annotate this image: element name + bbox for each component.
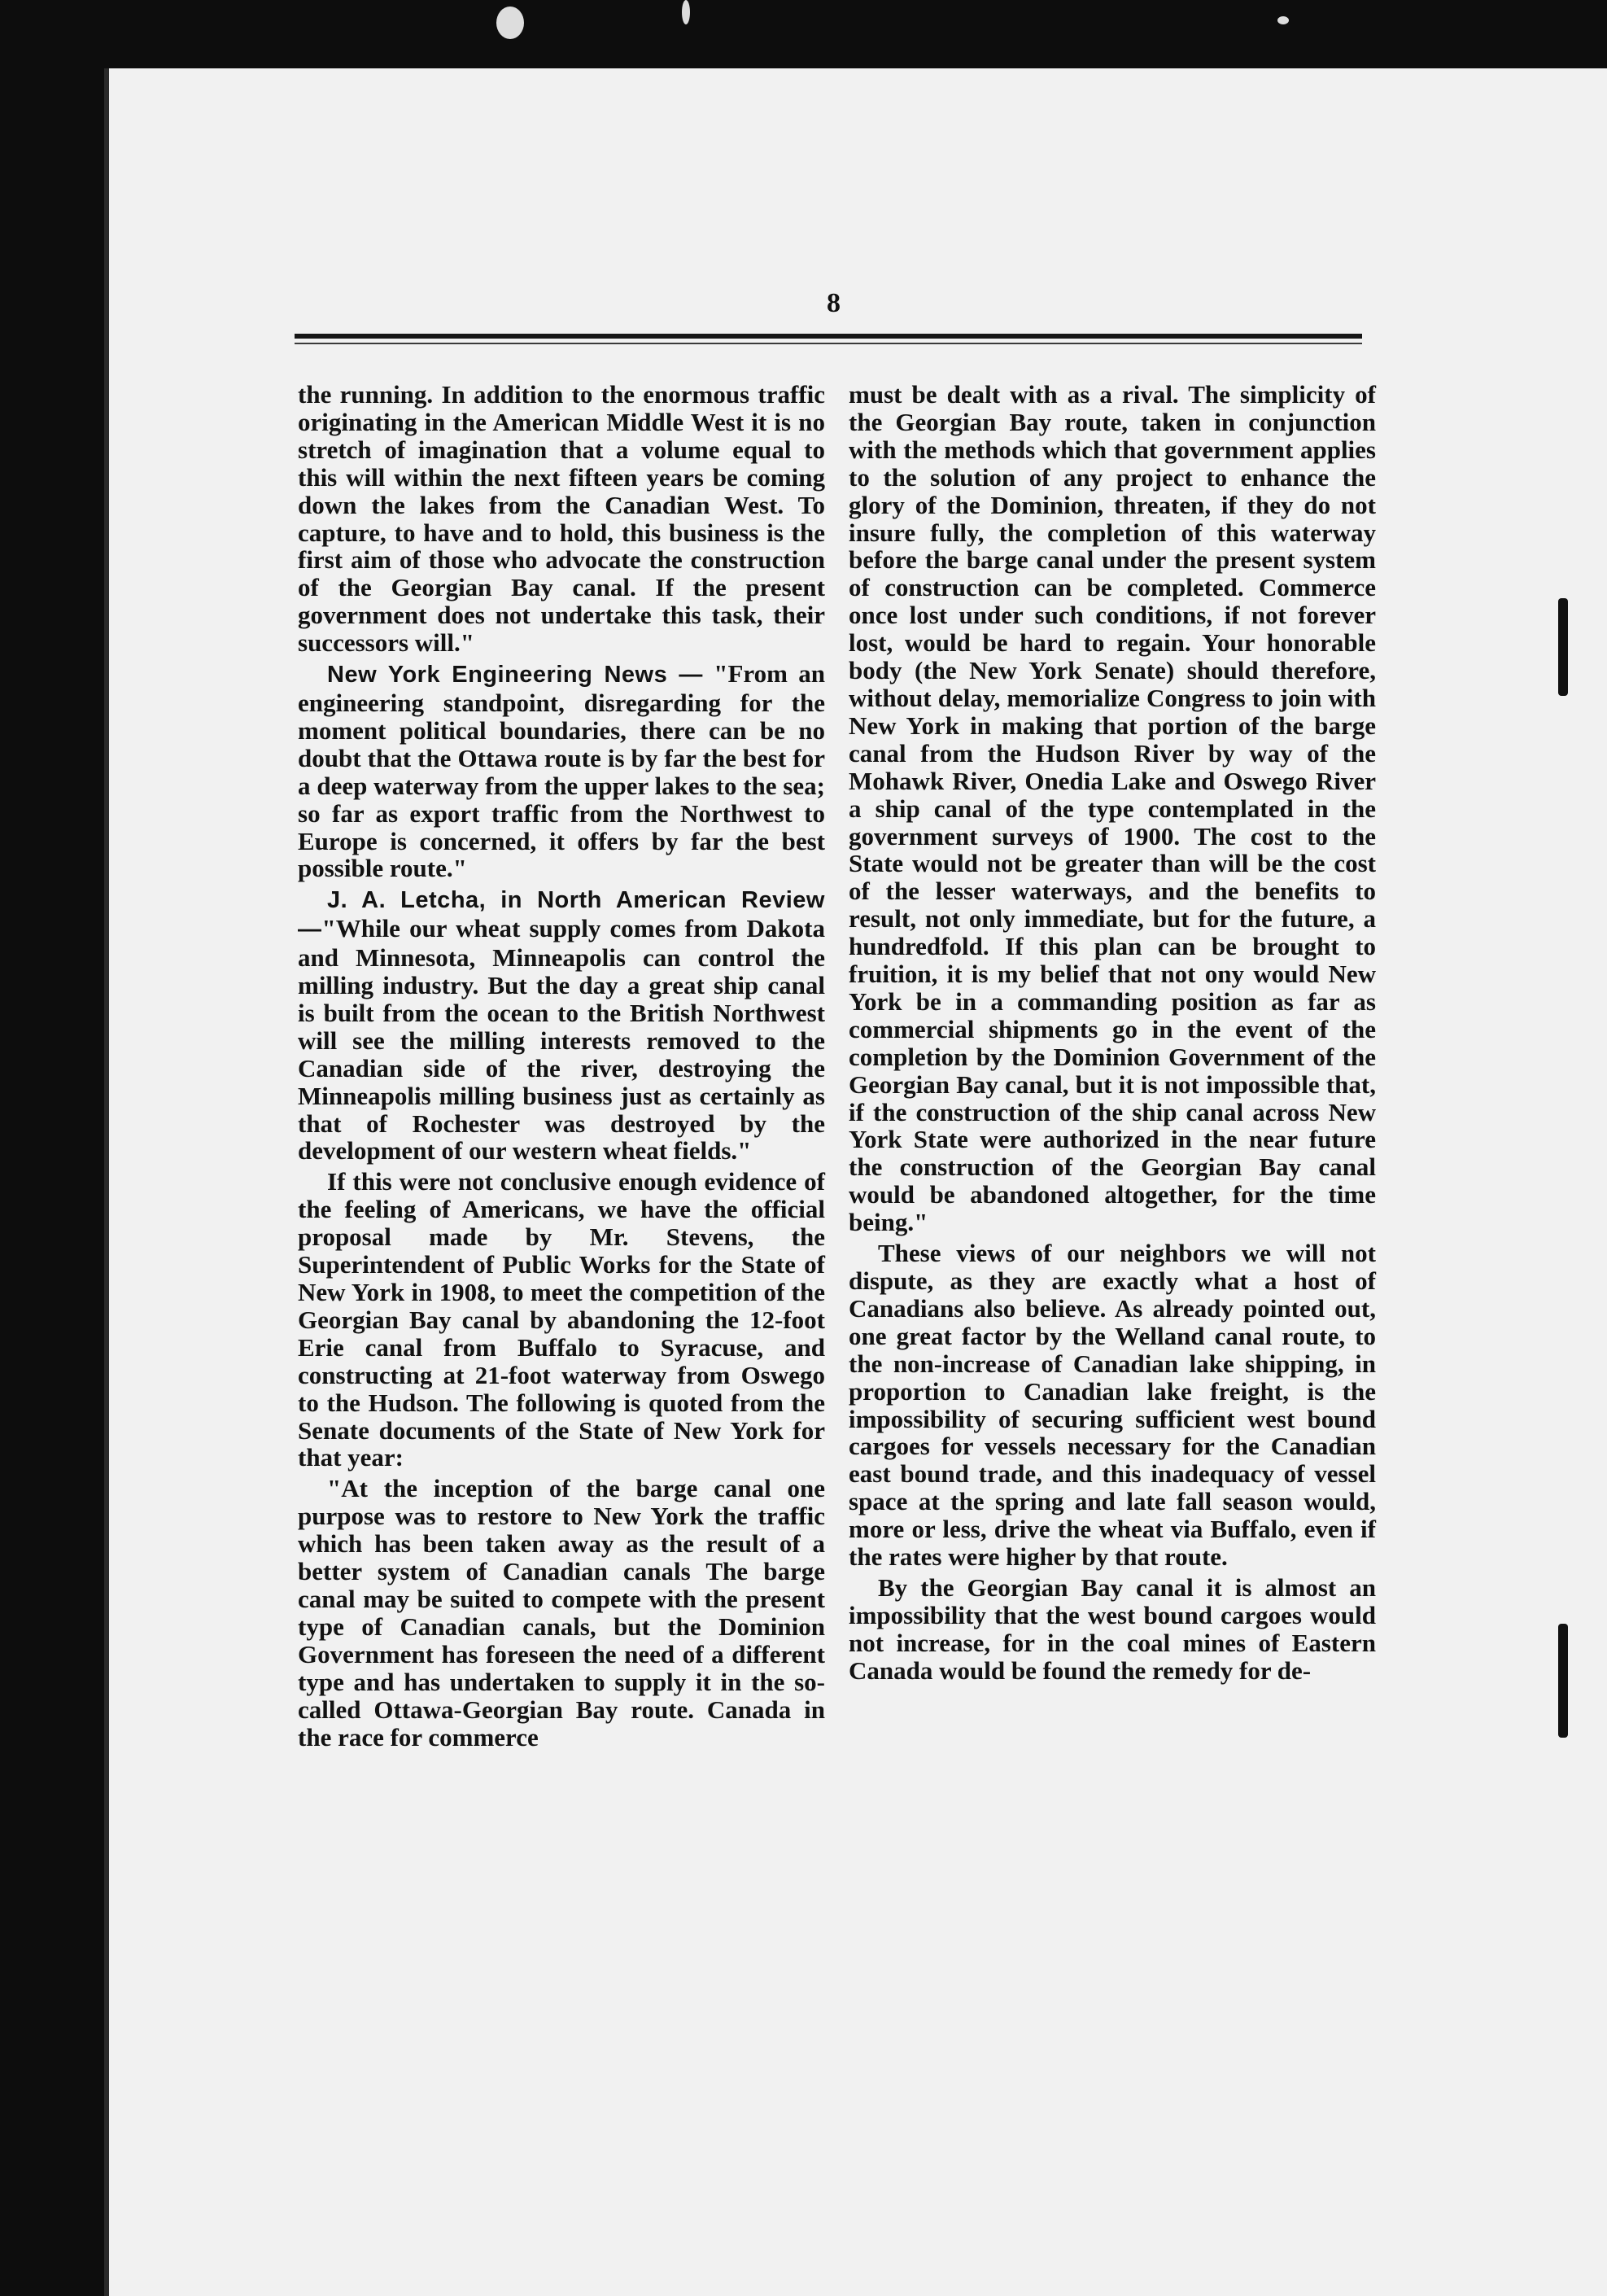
quote-source: J. A. Letcha, in North American Review— [298,887,825,943]
margin-mark [1558,598,1568,696]
left-column [298,381,825,1751]
paragraph: "At the inception of the barge canal one purpose was to restore to New York the traffic which has been taken away as the result of a better system of Canadian canals The barge canal may be suited to compete with the present type of Canadian canals, but the Dominion Government has foreseen the need of a different type and has undertaken to supply it in the so-called Ottawa-Georgian Bay route. Canada in the race for commerce [298,1474,825,1752]
paragraph: These views of our neighbors we will not dispute, as they are exactly what a host of Canadians also believe. As already pointed out, one great factor by the Welland canal route, to the non-increase of Canadian lake shipping, in proportion to Canadian lake freight, is the impossibility of securing sufficient west bound cargoes for vessels necessary for the Canadian east bound trade, and this inadequacy of vessel space at the spring and late fall season would, more or less, drive the wheat via Buffalo, even if the rates were higher by that route. [849,1239,1376,1572]
header-rule-thin [295,343,1362,344]
scan-speck [682,0,690,24]
paragraph [298,886,825,1165]
quote-source: New York Engineering News — [327,662,703,689]
paragraph: the running. In addition to the enormous traffic originating in the American Middle West it is no stretch of imagination that a volume equal to this will within the next fifteen years be coming down the lakes from the Canadian West. To capture, to have and to hold, this business is the first aim of those who advocate the construction of the Georgian Bay canal. If the present government does not undertake this task, their successors will." [298,380,825,658]
paragraph [298,660,825,882]
paragraph: If this were not conclusive enough evidence of the feeling of Americans, we have the official proposal made by Mr. Stevens, the Superintendent of Public Works for the State of New York in 1908, to meet the competition of the Georgian Bay canal by abandoning the 12-foot Erie canal from Buffalo to Syracuse, and constructing at 21-foot waterway from Oswego to the Hudson. The following is quoted from the Senate documents of the State of New York for that year: [298,1167,825,1472]
page-number: 8 [827,288,841,318]
paragraph: By the Georgian Bay canal it is almost an impossibility that the west bound cargoes would not increase, for in the coal mines of Eastern Canada would be found the remedy for de- [849,1572,1376,1685]
right-column [849,381,1376,1685]
scan-speck [1277,16,1289,24]
paragraph: must be dealt with as a rival. The simplicity of the Georgian Bay route, taken in conjunction with the methods which that government applies to the solution of any project to enhance the glory of the Dominion, threaten, if they do not insure fully, the completion of this waterway before the barge canal under the present system of construction can be completed. Commerce once lost under such conditions, if not forever lost, would be hard to regain. Your honorable body (the New York Senate) should therefore, without delay, memorialize Congress to join with New York in making that portion of the barge canal from the Hudson River by way of the Mohawk River, Onedia Lake and Oswego River a ship canal of the type contemplated in the government surveys of 1900. The cost to the State would not be greater than will be the cost of the lesser waterways, and the benefits to result, not only immediate, but for the future, a hundredfold. If this plan can be brought to fruition, it is my belief that not ony would New York be in a commanding position as far as commercial shipments go in the event of the completion by the Dominion Government of the Georgian Bay canal, but it is not impossible that, if the construction of the ship canal across New York State were authorized in the near future the construction of the Georgian Bay canal would be abandoned altogether, for the time being." [849,380,1376,1237]
quote-text: "While our wheat supply comes from Dakota and Minnesota, Minneapolis can control the milling industry. But the day a great ship canal is built from the ocean to the British Northwest will see the milling interests removed to the Canadian side of the river, destroying the Minneapolis milling business just as certainly as that of Rochester was destroyed by the development of our western wheat fields." [298,914,825,1165]
margin-mark [1558,1624,1568,1738]
quote-text: "From an engineering standpoint, disregarding for the moment political boundaries, there can be no doubt that the Ottawa route is by far the best for a deep waterway from the upper lakes to the sea; so far as export traffic from the Northwest to Europe is concerned, it offers by far the best possible route." [298,659,826,883]
header-rule [295,334,1362,339]
scan-speck [496,7,524,39]
